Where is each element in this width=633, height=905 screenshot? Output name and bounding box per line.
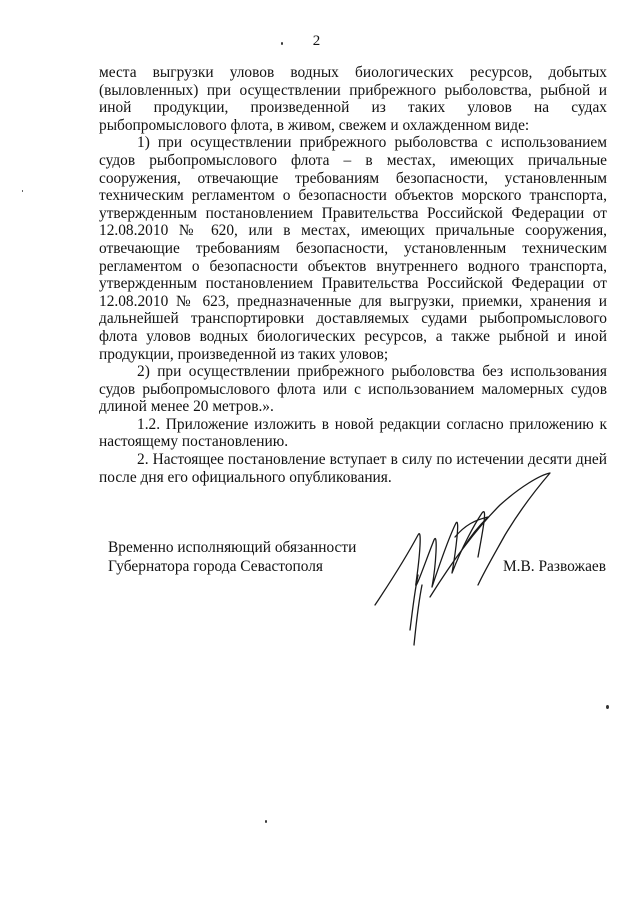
scan-speck <box>606 705 609 709</box>
signature-position-line-1: Временно исполняющий обязанности <box>108 539 357 556</box>
paragraph-item-1: 1) при осуществлении прибрежного рыболовства с использованием судов рыбопромыслового флота – в местах, имеющих причальные сооружения, отвечающие требованиям безопасности, установленным техническим регламентом о безопасности объектов морского транспорта, утвержденным постановлением Правительства Российской Федерации от 12.08.2010 № 620, или в местах, имеющих причальные сооружения, отвечающие требованиям безопасности, установленным техническим регламентом о безопасности объектов внутреннего водного транспорта, утвержденным постановлением Правительства Российской Федерации от 12.08.2010 № 623, предназначенные для выгрузки, приемки, хранения и дальнейшей транспортировки доставляемых судами рыбопромыслового флота уловов водных биологических ресурсов, а также рыбной и иной продукции, произведенной из таких уловов; <box>99 134 607 363</box>
scan-speck <box>22 190 23 192</box>
paragraph-clause-2: 2. Настоящее постановление вступает в силу по истечении десяти дней после дня его официального опубликования. <box>99 451 607 486</box>
paragraph-item-2: 2) при осуществлении прибрежного рыболовства без использования судов рыбопромыслового флота или с использованием маломерных судов длиной менее 20 метров.». <box>99 363 607 416</box>
document-body <box>99 64 607 486</box>
signer-name: М.В. Развожаев <box>503 558 606 575</box>
scan-speck <box>281 42 283 45</box>
signature-position-line-2: Губернатора города Севастополя <box>108 558 324 575</box>
scan-speck <box>265 820 267 823</box>
paragraph-intro: места выгрузки уловов водных биологических ресурсов, добытых (выловленных) при осуществлении прибрежного рыболовства, рыбной и иной продукции, произведенной из таких уловов на судах рыбопромыслового флота, в живом, свежем и охлажденном виде: <box>99 64 607 134</box>
page-number: 2 <box>312 33 321 49</box>
paragraph-clause-1-2: 1.2. Приложение изложить в новой редакции согласно приложению к настоящему постановлению. <box>99 415 607 451</box>
